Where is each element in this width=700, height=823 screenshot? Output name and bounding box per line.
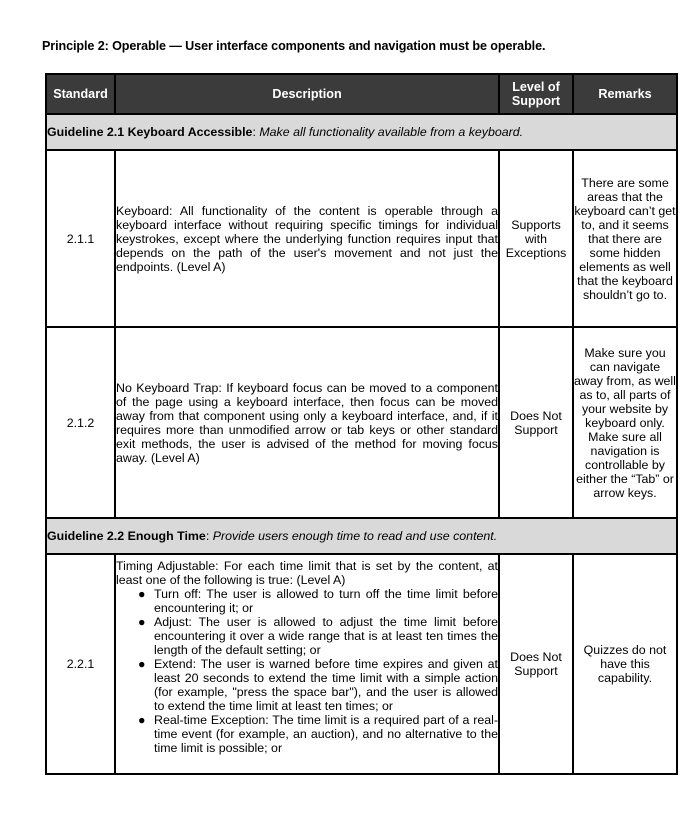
header-standard: Standard [46, 74, 115, 114]
standard-cell: 2.1.2 [46, 327, 115, 518]
description-cell: Keyboard: All functionality of the content is operable through a keyboard interface without requiring specific timings for individual keystrokes, except where the underlying function requires input that depends on the path of the user's movement and not just the endpoints. (Level A) [115, 150, 499, 327]
header-description: Description [115, 74, 499, 114]
header-row [46, 74, 677, 114]
description-intro: Timing Adjustable: For each time limit that is set by the content, at least one of the following is true: (Level A) [116, 559, 498, 587]
guideline-row-2-2 [46, 518, 677, 554]
list-item-text: Turn off: The user is allowed to turn off the time limit before encountering it; or [154, 587, 498, 615]
remarks-cell: Make sure you can navigate away from, as well as to, all parts of your website by keyboard only. Make sure all navigation is controllable by either the “Tab” or arrow keys. [573, 327, 677, 518]
remarks-cell: Quizzes do not have this capability. [573, 554, 677, 774]
principle-heading: Principle 2: Operable — User interface components and navigation must be operable. [42, 39, 546, 53]
guideline-2-2-colon: : [205, 529, 213, 543]
guideline-2-2-title: Guideline 2.2 Enough Time [47, 529, 206, 543]
list-item-text: Adjust: The user is allowed to adjust the time limit before encountering it over a wide range that is at least ten times the length of the default setting; or [154, 615, 498, 657]
table-row-2-2-1 [46, 554, 677, 774]
bullet-icon: ● [138, 587, 146, 601]
list-item-text: Real-time Exception: The time limit is a required part of a real-time event (for example, an auction), and no alternative to the time limit is possible; or [154, 713, 498, 755]
guideline-row-2-1 [46, 114, 677, 150]
level-of-support-cell: Supports with Exceptions [499, 150, 573, 327]
description-cell: No Keyboard Trap: If keyboard focus can be moved to a component of the page using a keyboard interface, then focus can be moved away from that component using only a keyboard interface, and, if it requires more than unmodified arrow or tab keys or other standard exit methods, the user is advised of the method for moving focus away. (Level A) [115, 327, 499, 518]
guideline-2-1-cell [46, 114, 677, 150]
bullet-icon: ● [138, 713, 146, 727]
standard-cell: 2.2.1 [46, 554, 115, 774]
bullet-icon: ● [138, 657, 146, 671]
conformance-table [45, 73, 678, 775]
list-item [138, 657, 498, 713]
description-cell [115, 554, 499, 774]
guideline-2-1-title: Guideline 2.1 Keyboard Accessible [47, 125, 253, 139]
header-level-of-support [499, 74, 573, 114]
level-of-support-cell: Does Not Support [499, 327, 573, 518]
standard-cell: 2.1.1 [46, 150, 115, 327]
list-item [138, 615, 498, 657]
header-remarks: Remarks [573, 74, 677, 114]
remarks-cell: There are some areas that the keyboard can’t get to, and it seems that there are some hidden elements as well that the keyboard shouldn’t go to. [573, 150, 677, 327]
level-of-support-cell: Does Not Support [499, 554, 573, 774]
header-level-line1: Level of [512, 80, 560, 94]
list-item [138, 713, 498, 755]
list-item [138, 587, 498, 615]
list-item-text: Extend: The user is warned before time expires and given at least 20 seconds to extend the time limit with a simple action (for example, "press the space bar"), and the user is allowed to extend the time limit at least ten times; or [154, 657, 498, 713]
guideline-2-1-text: Make all functionality available from a keyboard. [259, 125, 524, 139]
bullet-icon: ● [138, 615, 146, 629]
table-row-2-1-2 [46, 327, 677, 518]
header-level-line2: Support [511, 94, 561, 108]
guideline-2-2-cell [46, 518, 677, 554]
table-row-2-1-1 [46, 150, 677, 327]
guideline-2-2-text: Provide users enough time to read and use content. [212, 529, 498, 543]
guideline-2-1-colon: : [252, 125, 260, 139]
option-list [116, 587, 498, 755]
